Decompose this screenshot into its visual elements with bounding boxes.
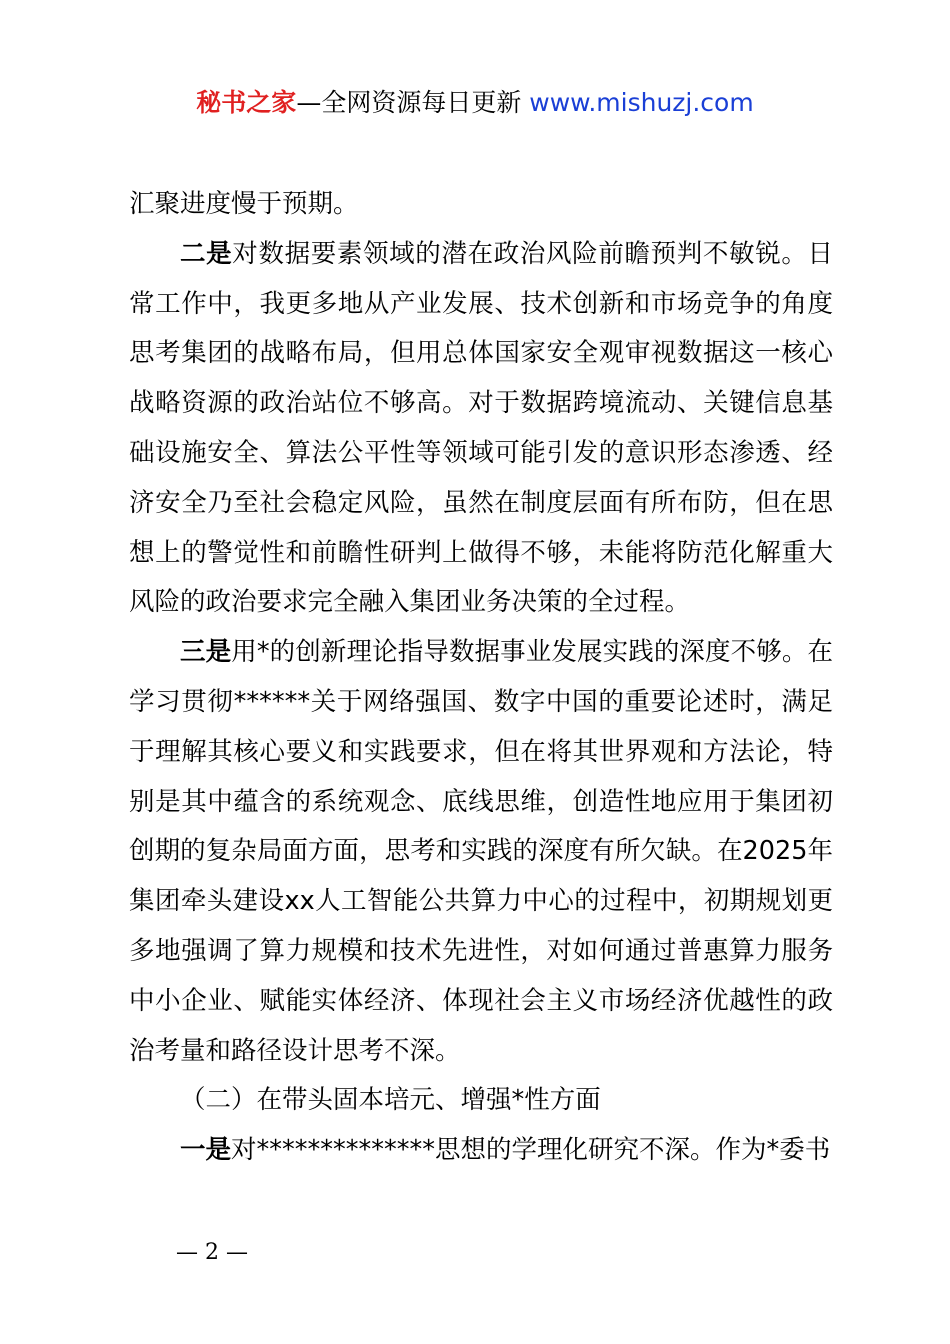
section-heading-text: （二）在带头固本培元、增强*性方面 <box>180 1085 601 1116</box>
paragraph-text: 对数据要素领域的潜在政治风险前瞻预判不敏锐。日常工作中，我更多地从产业发展、技术创新和市场竞争的角度思考集团的战略布局，但用总体国家安全观审视数据这一核心战略资源的政治站位不够高。对于数据跨境流动、关键信息基础设施安全、算法公平性等领域可能引发的意识形态渗透、经济安全乃至社会稳定风险，虽然在制度层面有所布防，但在思想上的警觉性和前瞻性研判上做得不够，未能将防范化解重大风险的政治要求完全融入集团业务决策的全过程。 <box>129 238 833 618</box>
paragraph-text: 对**************思想的学理化研究不深。作为*委书 <box>231 1135 831 1166</box>
paragraph-continuation <box>129 180 833 230</box>
section-heading <box>129 1076 833 1126</box>
paragraph-point-three <box>129 628 833 1076</box>
page-header <box>0 86 950 120</box>
page-number: — 2 — <box>176 1240 248 1265</box>
header-brand: 秘书之家 <box>196 88 297 117</box>
document-body <box>129 180 833 1176</box>
paragraph-text: 汇聚进度慢于预期。 <box>129 189 359 219</box>
paragraph-text: 用*的创新理论指导数据事业发展实践的深度不够。在学习贯彻******关于网络强国、数字中国的重要论述时，满足于理解其核心要义和实践要求，但在将其世界观和方法论，特别是其中蕴含的系统观念、底线思维，创造性地应用于集团初创期的复杂局面方面，思考和实践的深度有所欠缺。在2025年集团牵头建设xx人工智能公共算力中心的过程中，初期规划更多地强调了算力规模和技术先进性，对如何通过普惠算力服务中小企业、赋能实体经济、体现社会主义市场经济优越性的政治考量和路径设计思考不深。 <box>129 637 833 1066</box>
paragraph-lead: 二是 <box>180 238 233 269</box>
header-tagline: —全网资源每日更新 <box>296 88 522 117</box>
paragraph-lead: 三是 <box>180 637 232 668</box>
header-url-link[interactable]: www.mishuzj.com <box>529 88 754 117</box>
paragraph-lead: 一是 <box>180 1135 232 1166</box>
paragraph-point-one <box>129 1126 833 1176</box>
paragraph-point-two <box>129 230 833 628</box>
